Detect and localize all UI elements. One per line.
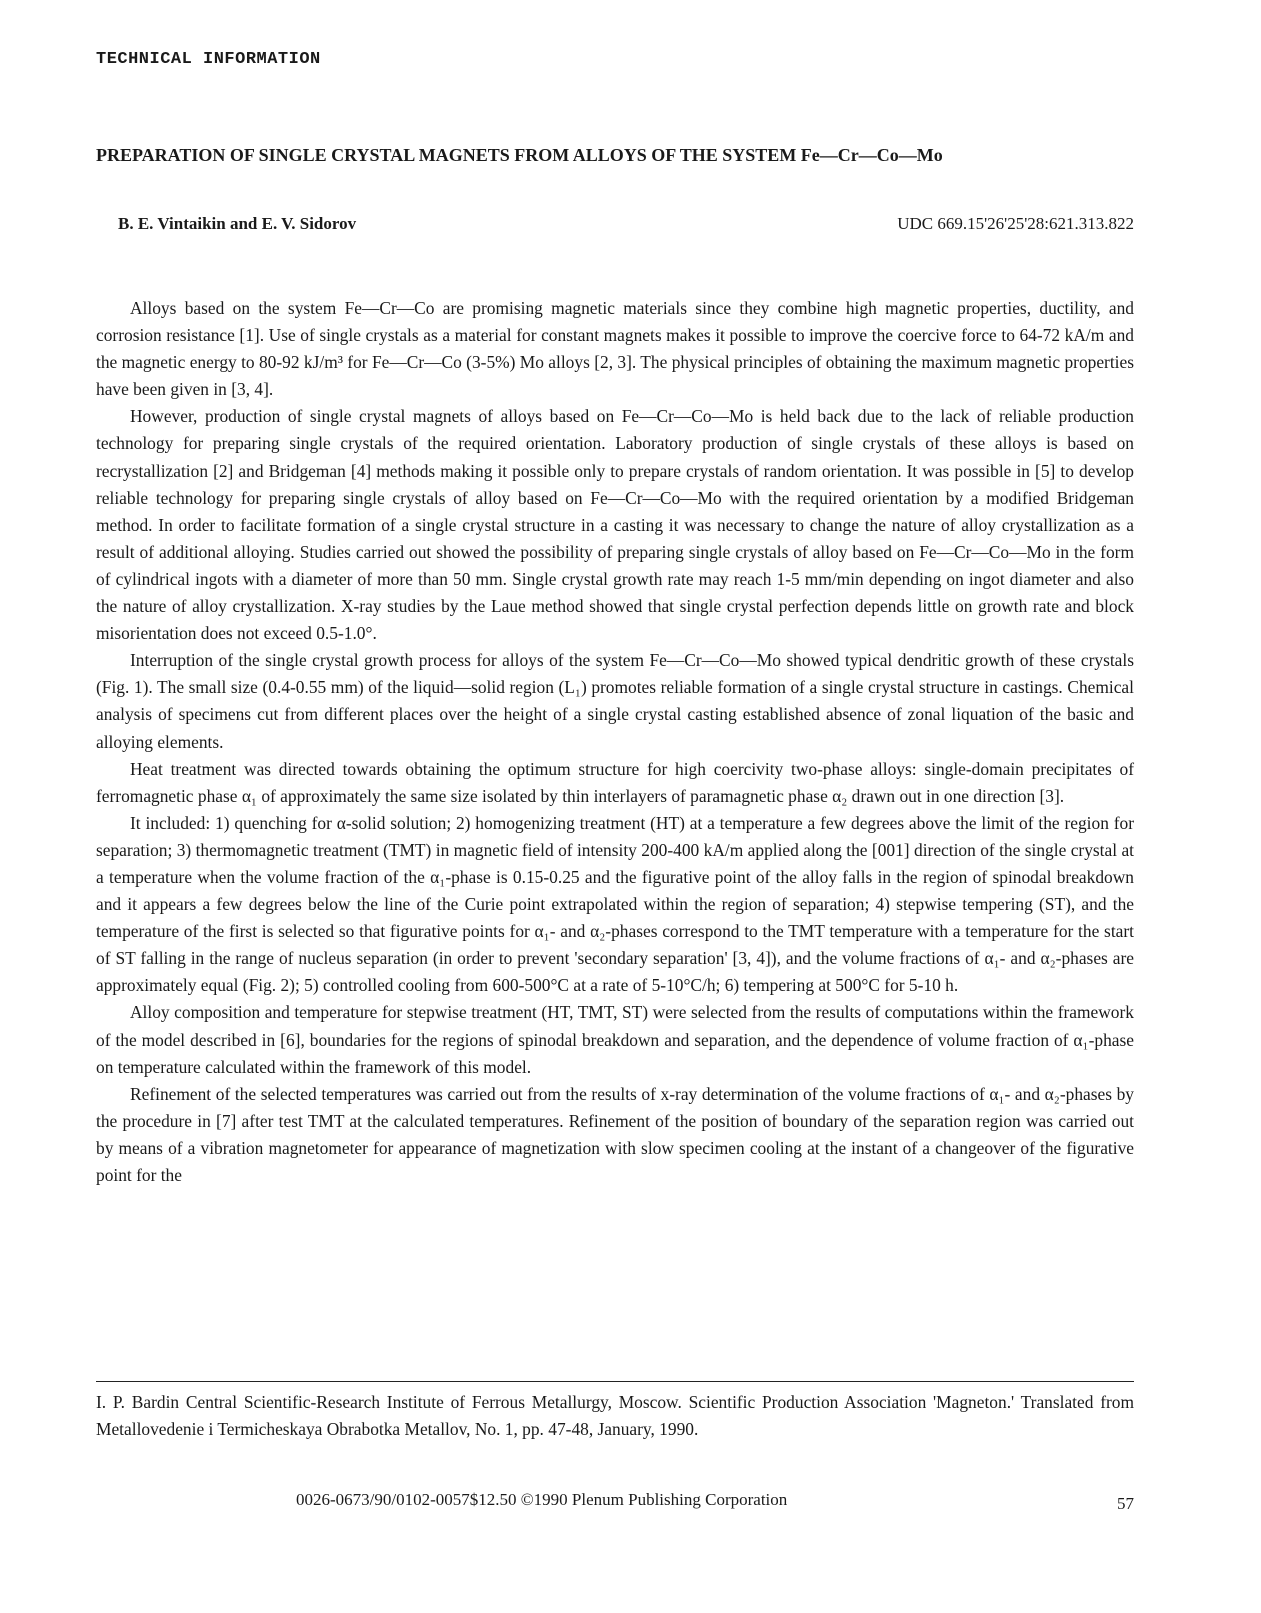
udc-code: UDC 669.15'26'25'28:621.313.822 [897, 214, 1134, 233]
article-body [96, 295, 1134, 1189]
article-title: PREPARATION OF SINGLE CRYSTAL MAGNETS FROM ALLOYS OF THE SYSTEM Fe—Cr—Co—Mo [96, 145, 943, 165]
imprint-line: 0026-0673/90/0102-0057$12.50 ©1990 Plenum Publishing Corporation [296, 1490, 788, 1509]
paragraph: Heat treatment was directed towards obtaining the optimum structure for high coercivity two-phase alloys: single-domain precipitates of ferromagnetic phase α₁ of approximately the same size isolated by thin interlayers of paramagnetic phase α₂ drawn out in one direction [3]. [96, 758, 1134, 806]
section-label: TECHNICAL INFORMATION [96, 50, 321, 69]
paper-page [96, 0, 1134, 1613]
paragraph: Interruption of the single crystal growth process for alloys of the system Fe—Cr—Co—Mo showed typical dendritic growth of these crystals (Fig. 1). The small size (0.4-0.55 mm) of the liquid—solid region (L₁) promotes reliable formation of a single crystal structure in castings. Chemical analysis of specimens cut from different places over the height of a single crystal casting established absence of zonal liquation of the basic and alloying elements. [96, 650, 1134, 752]
footnote: I. P. Bardin Central Scientific-Research Institute of Ferrous Metallurgy, Moscow. Scientific Production Association 'Magneton.' Translated from Metallovedenie i Termicheskaya Obrabotka Metallov, No. 1, pp. 47-48, January, 1990. [96, 1392, 1134, 1439]
footnote-divider [96, 1381, 1134, 1382]
paragraph: However, production of single crystal magnets of alloys based on Fe—Cr—Co—Mo is held back due to the lack of reliable production technology for preparing single crystals of the required orientation. Laboratory production of single crystals of these alloys is based on recrystallization [2] and Bridgeman [4] methods making it possible only to prepare crystals of random orientation. It was possible in [5] to develop reliable technology for preparing single crystals of alloy based on Fe—Cr—Co—Mo with the required orientation by a modified Bridgeman method. In order to facilitate formation of a single crystal structure in a casting it was necessary to change the nature of alloy crystallization as a result of additional alloying. Studies carried out showed the possibility of preparing single crystals of alloy based on Fe—Cr—Co—Mo in the form of cylindrical ingots with a diameter of more than 50 mm. Single crystal growth rate may reach 1-5 mm/min depending on ingot diameter and also the nature of alloy crystallization. X-ray studies by the Laue method showed that single crystal perfection depends little on growth rate and block misorientation does not exceed 0.5-1.0°. [96, 406, 1134, 644]
paragraph: Alloys based on the system Fe—Cr—Co are promising magnetic materials since they combine high magnetic properties, ductility, and corrosion resistance [1]. Use of single crystals as a material for constant magnets makes it possible to improve the coercive force to 64-72 kA/m and the magnetic energy to 80-92 kJ/m³ for Fe—Cr—Co (3-5%) Mo alloys [2, 3]. The physical principles of obtaining the maximum magnetic properties have been given in [3, 4]. [96, 298, 1134, 400]
page-number: 57 [1117, 1494, 1134, 1513]
authors: B. E. Vintaikin and E. V. Sidorov [118, 214, 357, 233]
paragraph: Alloy composition and temperature for stepwise treatment (HT, TMT, ST) were selected from the results of computations within the framework of the model described in [6], boundaries for the regions of spinodal breakdown and separation, and the dependence of volume fraction of α₁-phase on temperature calculated within the framework of this model. [96, 1002, 1134, 1077]
paragraph: Refinement of the selected temperatures was carried out from the results of x-ray determination of the volume fractions of α₁- and α₂-phases by the procedure in [7] after test TMT at the calculated temperatures. Refinement of the position of boundary of the separation region was carried out by means of a vibration magnetometer for appearance of magnetization with slow specimen cooling at the instant of a changeover of the figurative point for the [96, 1083, 1134, 1185]
paragraph: It included: 1) quenching for α-solid solution; 2) homogenizing treatment (HT) at a temperature a few degrees above the limit of the region for separation; 3) thermomagnetic treatment (TMT) in magnetic field of intensity 200-400 kA/m applied along the [001] direction of the single crystal at a temperature when the volume fraction of the α₁-phase is 0.15-0.25 and the figurative point of the alloy falls in the region of spinodal breakdown and it appears a few degrees below the line of the Curie point extrapolated within the region of separation; 4) stepwise tempering (ST), and the temperature of the first is selected so that figurative points for α₁- and α₂-phases correspond to the TMT temperature with a temperature for the start of ST falling in the range of nucleus separation (in order to prevent 'secondary separation' [3, 4]), and the volume fractions of α₁- and α₂-phases are approximately equal (Fig. 2); 5) controlled cooling from 600-500°C at a rate of 5-10°C/h; 6) tempering at 500°C for 5-10 h. [96, 812, 1134, 996]
